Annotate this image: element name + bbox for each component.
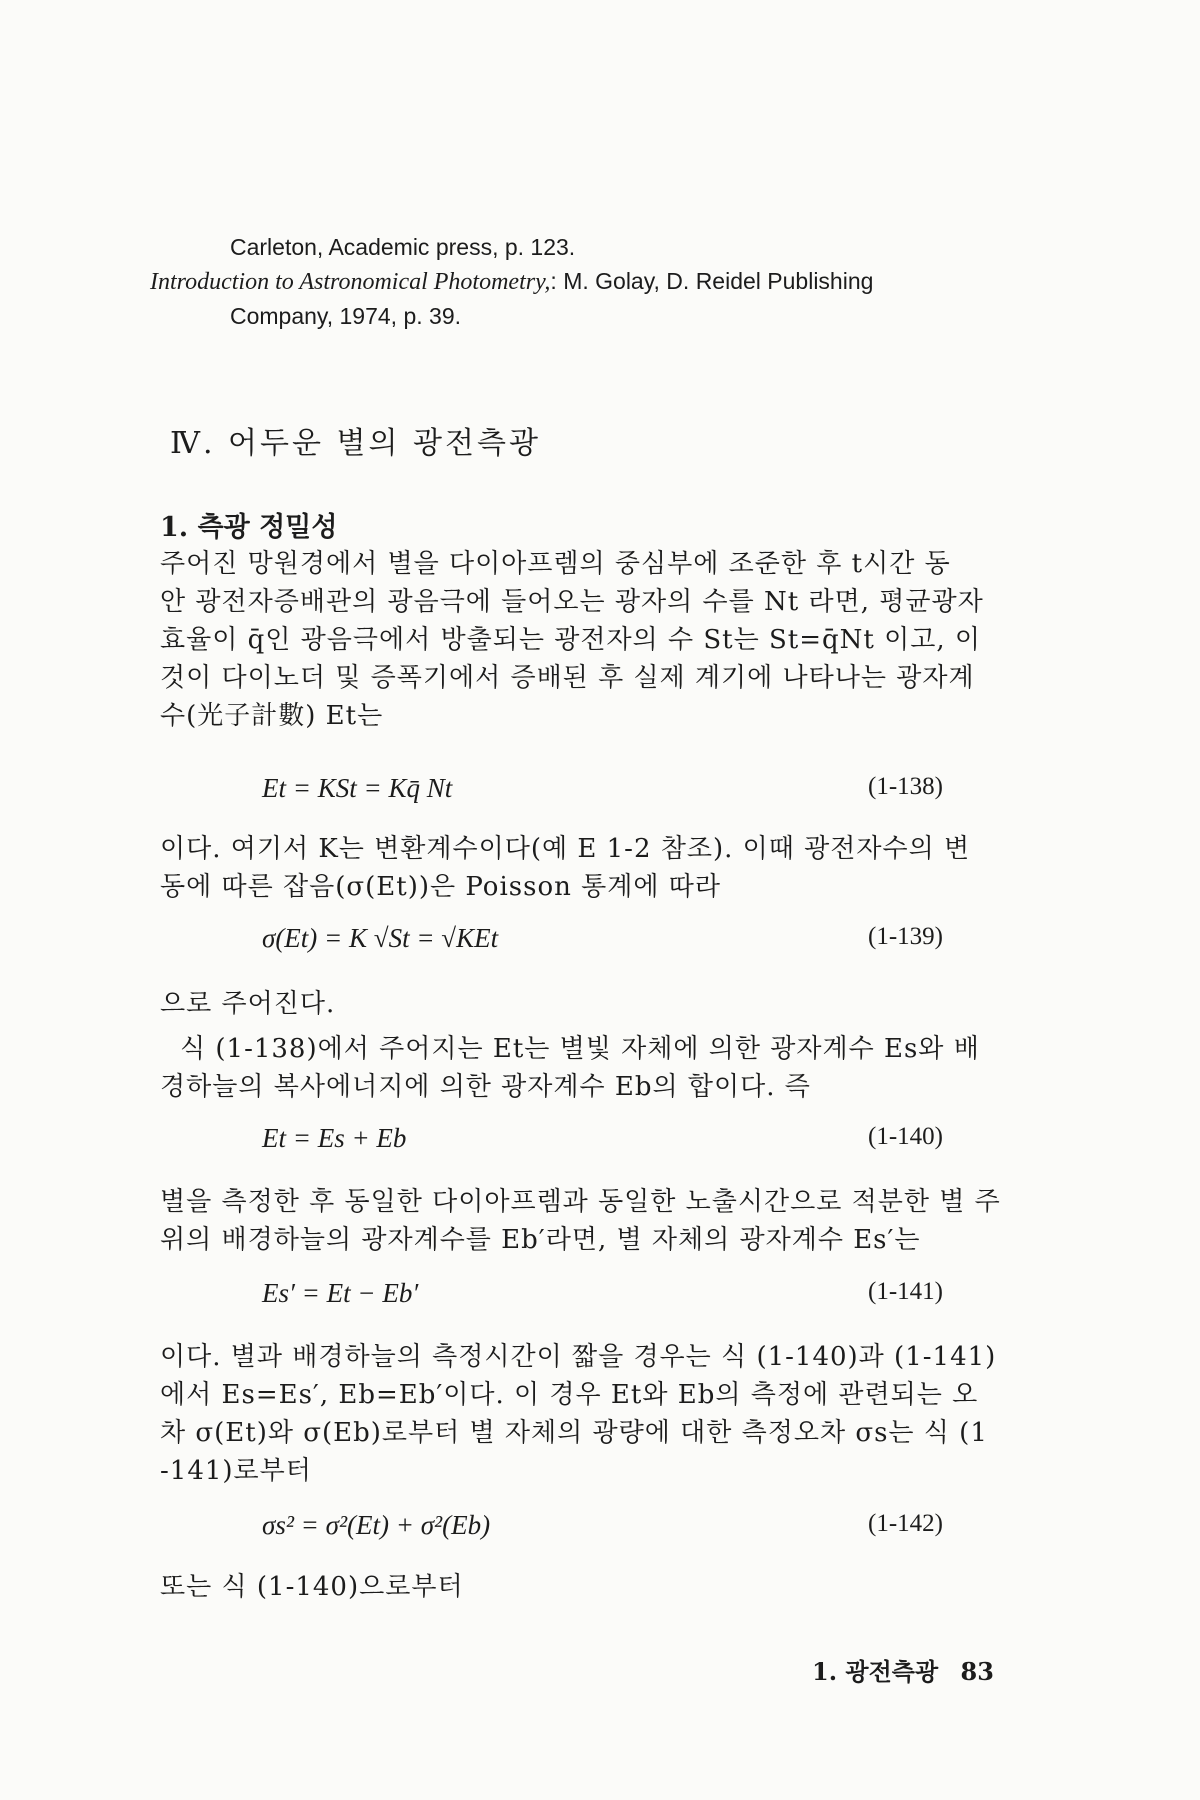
text-line: -141)로부터: [160, 1456, 312, 1486]
paragraph-6: [160, 1338, 1040, 1490]
text-line: 경하늘의 복사에너지에 의한 광자계수 Eb의 합이다. 즉: [160, 1072, 811, 1102]
text-line: 주어진 망원경에서 별을 다이아프렘의 중심부에 조준한 후 t시간 동: [160, 549, 951, 579]
running-head: 1. 광전측광: [812, 1657, 939, 1686]
text-line: 효율이 q̄인 광음극에서 방출되는 광전자의 수 St는 St=q̄Nt 이고, 이: [160, 625, 981, 655]
equation-formula: σs² = σ²(Et) + σ²(Eb): [262, 1510, 491, 1540]
reference-book-title: Introduction to Astronomical Photometry,: [150, 269, 551, 295]
text-line: 별을 측정한 후 동일한 다이아프렘과 동일한 노출시간으로 적분한 별 주: [160, 1187, 1001, 1217]
equation-formula: Et = Es + Eb: [262, 1123, 407, 1153]
paragraph-3: [160, 985, 1040, 1023]
text-line: 또는 식 (1-140)으로부터: [160, 1572, 464, 1602]
reference-publisher: : M. Golay, D. Reidel Publishing: [550, 268, 874, 294]
text-line: 동에 따른 잡음(σ(Et))은 Poisson 통계에 따라: [160, 872, 721, 902]
text-line: 차 σ(Et)와 σ(Eb)로부터 별 자체의 광량에 대한 측정오차 σs는 식 (1: [160, 1418, 988, 1448]
text-line: 위의 배경하늘의 광자계수를 Eb′라면, 별 자체의 광자계수 Es′는: [160, 1225, 921, 1255]
equation-formula: σ(Et) = K √St = √KEt: [262, 923, 499, 953]
equation-formula: Et = KSt = Kq̄ Nt: [262, 773, 453, 803]
paragraph-1: [160, 545, 1040, 735]
reference-list: [150, 230, 1050, 333]
reference-line: Carleton, Academic press, p. 123.: [230, 234, 576, 260]
section-heading: Ⅳ. 어두운 별의 광전측광: [170, 426, 541, 461]
subsection-heading: 1. 측광 정밀성: [160, 512, 338, 543]
paragraph-2: [160, 830, 1040, 906]
reference-line: Company, 1974, p. 39.: [230, 303, 461, 329]
equation-number: (1-142): [868, 1510, 943, 1537]
text-line: 식 (1-138)에서 주어지는 Et는 별빛 자체에 의한 광자계수 Es와 배: [180, 1034, 980, 1064]
text-line: 것이 다이노더 및 증폭기에서 증배된 후 실제 계기에 나타나는 광자계: [160, 663, 975, 693]
reference-line: [150, 264, 1050, 299]
equation-number: (1-139): [868, 923, 943, 950]
text-line: 이다. 별과 배경하늘의 측정시간이 짧을 경우는 식 (1-140)과 (1-141): [160, 1342, 997, 1372]
page-number: 83: [960, 1657, 994, 1686]
text-line: 수(光子計數) Et는: [160, 701, 384, 731]
equation-number: (1-138): [868, 773, 943, 800]
text-line: 이다. 여기서 K는 변환계수이다(예 E 1-2 참조). 이때 광전자수의 변: [160, 834, 971, 864]
page-footer: [812, 1652, 994, 1687]
equation-number: (1-141): [868, 1278, 943, 1305]
text-line: 으로 주어진다.: [160, 989, 336, 1019]
equation-formula: Es′ = Et − Eb′: [262, 1278, 419, 1308]
paragraph-5: [160, 1183, 1040, 1259]
paragraph-7: [160, 1568, 1040, 1606]
text-line: 안 광전자증배관의 광음극에 들어오는 광자의 수를 Nt 라면, 평균광자: [160, 587, 984, 617]
text-line: 에서 Es=Es′, Eb=Eb′이다. 이 경우 Et와 Eb의 측정에 관련되는 오: [160, 1380, 979, 1410]
equation-number: (1-140): [868, 1123, 943, 1150]
paragraph-4: [160, 1030, 1040, 1106]
